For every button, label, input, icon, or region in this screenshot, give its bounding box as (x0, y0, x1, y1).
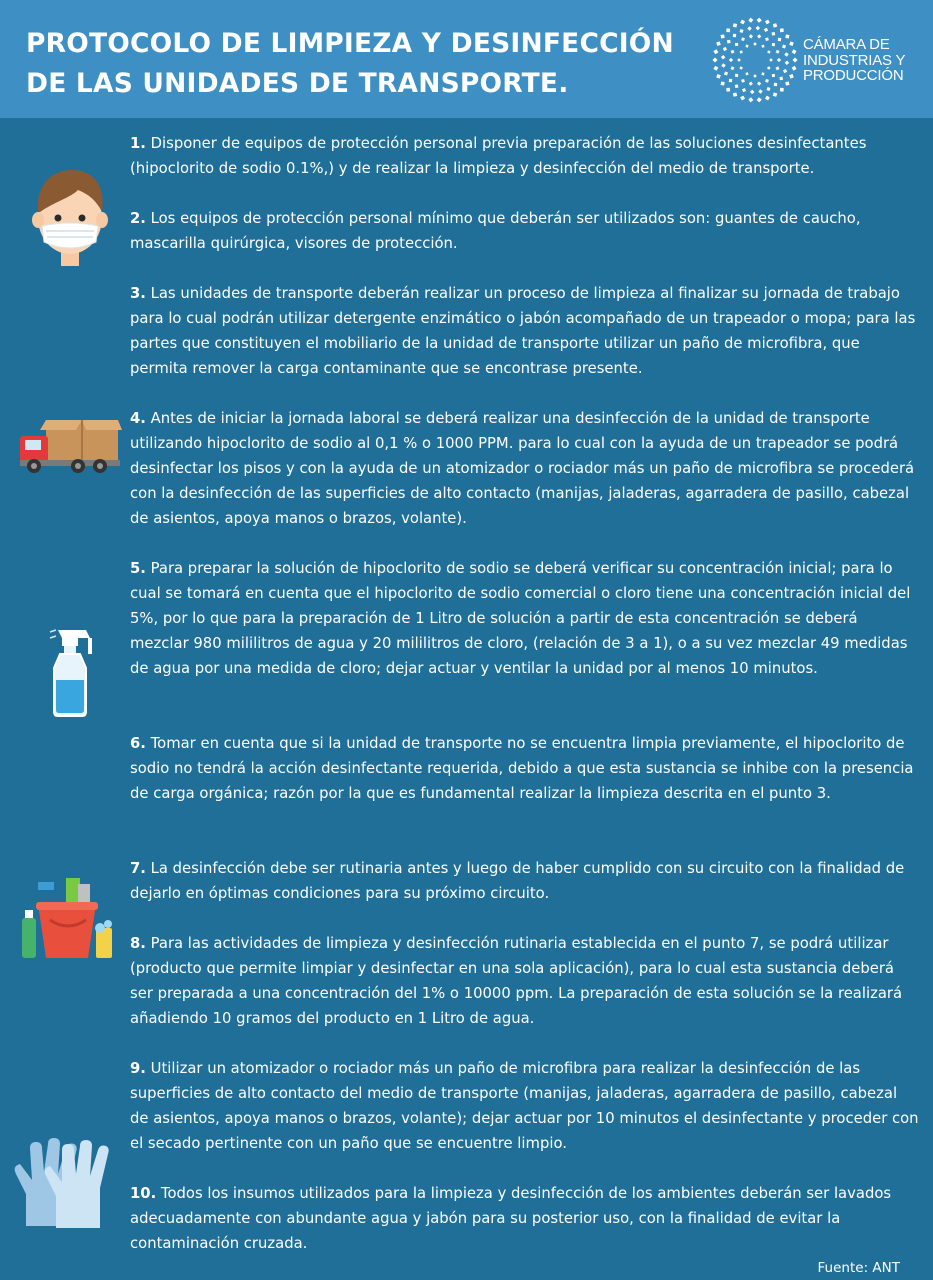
logo-dot (735, 84, 739, 88)
logo-dot (741, 37, 745, 41)
logo-dot (777, 58, 781, 62)
logo-dot (749, 82, 753, 86)
header-banner (0, 0, 933, 118)
logo-dot (731, 50, 735, 54)
logo-dot (782, 44, 786, 48)
list-item: 2. Los equipos de protección personal mínimo que deberán ser utilizados son: guantes de caucho, mascarilla quirúrgica, visores de protección. (130, 210, 861, 252)
logo-dot (773, 92, 777, 96)
logo-dot (726, 28, 730, 32)
list-item: 6. Tomar en cuenta que si la unidad de transporte no se encuentra limpia previamente, el hipoclorito de sodio no tendrá la acción desinfectante requerida, debido a que esta sustancia se inhibe con la presencia de carga orgánica; razón por la que es fundamental realizar la limpieza descrita en el punto 3. (130, 735, 914, 802)
logo-dot (716, 41, 721, 46)
brand-name (803, 37, 923, 84)
gloves-icon (12, 1136, 116, 1230)
source-note: Fuente: ANT (817, 1260, 900, 1276)
logo-dot (712, 57, 717, 62)
circular-dots-logo-icon (712, 16, 798, 104)
logo-dot (737, 58, 741, 62)
logo-dot (785, 81, 789, 85)
list-item: 7. La desinfección debe ser rutinaria antes y luego de haber cumplido con su circuito con la finalidad de dejarlo en óptimas condiciones para su próximo circuito. (130, 860, 905, 902)
logo-dot (721, 55, 726, 60)
logo-dot (748, 18, 753, 23)
delivery-truck-icon (16, 418, 122, 476)
logo-dot (757, 97, 762, 102)
logo-dot (735, 74, 738, 77)
page-title (26, 24, 706, 104)
logo-dot (756, 26, 761, 31)
logo-dot (729, 79, 732, 82)
logo-dot (778, 38, 781, 41)
logo-dot (733, 92, 737, 96)
logo-dot (780, 28, 784, 32)
logo-dot (749, 34, 753, 38)
logo-dot (723, 47, 727, 51)
logo-dot (776, 50, 780, 54)
brand-line-3: PRODUCCIÓN (803, 67, 904, 84)
logo-dot (757, 18, 762, 23)
brand-logo (712, 16, 922, 106)
spray-bottle-icon (48, 624, 94, 718)
logo-dot (761, 72, 764, 75)
list-item: 1. Disponer de equipos de protección personal previa preparación de las soluciones desinfectantes (hipoclorito de sodio 0.1%,) y de realizar la limpieza y desinfección del medio de transporte. (130, 135, 867, 177)
logo-dot (716, 74, 721, 79)
logo-dot (740, 20, 745, 25)
logo-dot (769, 58, 773, 62)
logo-dot (721, 63, 725, 67)
logo-dot (735, 43, 738, 46)
logo-dot (729, 58, 733, 62)
logo-dot (765, 37, 769, 41)
logo-dot (739, 29, 743, 33)
logo-dot (726, 88, 730, 92)
logo-dot (748, 97, 753, 102)
logo-dot (747, 26, 751, 30)
logo-dot (772, 32, 776, 36)
logo-dot (772, 74, 775, 77)
logo-dot (745, 45, 748, 48)
logo-dot (783, 69, 787, 73)
list-item: 10. Todos los insumos utilizados para la limpieza y desinfección de los ambientes deberán ser lavados adecuadamente con abundante agua y jabón para su posterior uso, con la finalidad de evitar la contaminación cruzada. (130, 1185, 892, 1252)
logo-dot (753, 42, 757, 46)
logo-dot (789, 74, 794, 79)
logo-dot (765, 96, 770, 101)
logo-dot (721, 34, 725, 38)
list-item: 5. Para preparar la solución de hipoclorito de sodio se deberá verificar su concentración inicial; para lo cual se tomará en cuenta que el hipoclorito de sodio comercial o cloro tiene una concentración inicial del 5%, por lo que para la preparación de 1 Litro de solución a partir de esta concentración se deberá mezclar 980 mililitros de agua y 20 mililitros de cloro, (relación de 3 a 1), o a su vez mezclar 49 medidas de agua por una medida de cloro; dejar actuar y ventilar la unidad por al menos 10 minutos. (130, 560, 911, 677)
logo-dot (767, 50, 770, 53)
cleaning-bucket-icon (20, 874, 114, 962)
logo-dot (792, 49, 797, 54)
logo-dot (774, 83, 777, 86)
logo-dot (780, 88, 784, 92)
logo-dot (740, 50, 743, 53)
logo-dot (713, 66, 718, 71)
title-line-1: PROTOCOLO DE LIMPIEZA Y DESINFECCIÓN (26, 28, 674, 59)
logo-dot (765, 79, 769, 83)
logo-dot (784, 52, 788, 56)
logo-dot (727, 40, 731, 44)
list-item: 8. Para las actividades de limpieza y desinfección rutinaria establecida en el punto 7, se podrá utilizar (producto que permite limpiar y desinfectar en una sola aplicación), para lo cual esta sustancia deberá ser preparada a una concentración del 1% o 10000 ppm. La preparación de esta solución se la realizará añadiendo 10 gramos del producto en 1 Litro de agua. (130, 935, 903, 1027)
logo-dot (773, 23, 777, 27)
logo-dot (779, 77, 783, 81)
logo-dot (785, 34, 789, 38)
logo-dot (741, 79, 745, 83)
brand-line-2: INDUSTRIAS Y (803, 51, 906, 69)
logo-dot (758, 89, 762, 93)
logo-dot (789, 41, 794, 46)
logo-dot (713, 49, 718, 54)
logo-dot (740, 96, 745, 101)
logo-dot (767, 66, 770, 69)
logo-dot (766, 87, 770, 91)
logo-dot (733, 34, 736, 37)
logo-dot (757, 34, 761, 38)
logo-dot (765, 20, 770, 25)
list-item: 4. Antes de iniciar la jornada laboral se deberá realizar una desinfección de la unidad de transporte utilizando hipoclorito de sodio al 0,1 % o 1000 PPM. para lo cual con la ayuda de un trapeador se podrá desinfectar los pisos y con la ayuda de un atomizador o rociador más un paño de microfibra se procederá con la desinfección de las superficies de alto contacto (manijas, jaladeras, agarradera de pasillo, cabezal de asientos, apoya manos o brazos, volante). (130, 410, 915, 527)
logo-dot (730, 66, 734, 70)
logo-dot (785, 61, 790, 66)
logo-dot (724, 71, 728, 75)
logo-dot (761, 45, 764, 48)
logo-dot (792, 66, 797, 71)
logo-dot (792, 57, 797, 62)
title-line-2: DE LAS UNIDADES DE TRANSPORTE. (26, 68, 569, 99)
logo-dot (721, 81, 725, 85)
logo-dot (772, 43, 775, 46)
logo-dot (753, 74, 757, 78)
logo-dot (742, 88, 746, 92)
logo-dot (764, 28, 768, 32)
logo-dot (776, 66, 780, 70)
logo-dot (745, 72, 748, 75)
logo-dot (750, 90, 755, 95)
masked-person-icon (30, 168, 110, 268)
logo-dot (740, 66, 743, 69)
logo-dot (757, 82, 761, 86)
list-item: 9. Utilizar un atomizador o rociador más un paño de microfibra para realizar la desinfección de las superficies de alto contacto del medio de transporte (manijas, jaladeras, agarradera de pasillo, cabezal de asientos, apoya manos o brazos, volante); dejar actuar por 10 minutos el desinfectante y proceder con el secado pertinente con un paño que se encuentre limpio. (130, 1060, 919, 1152)
brand-line-1: CÁMARA DE (803, 36, 890, 53)
logo-dot (733, 23, 737, 27)
list-item: 3. Las unidades de transporte deberán realizar un proceso de limpieza al finalizar su jornada de trabajo para lo cual podrán utilizar detergente enzimático o jabón acompañado de un trapeador o mopa; para las partes que constituyen el mobiliario de la unidad de transporte utilizar un paño de microfibra, que permita remover la carga contaminante que se encontrase presente. (130, 285, 916, 377)
